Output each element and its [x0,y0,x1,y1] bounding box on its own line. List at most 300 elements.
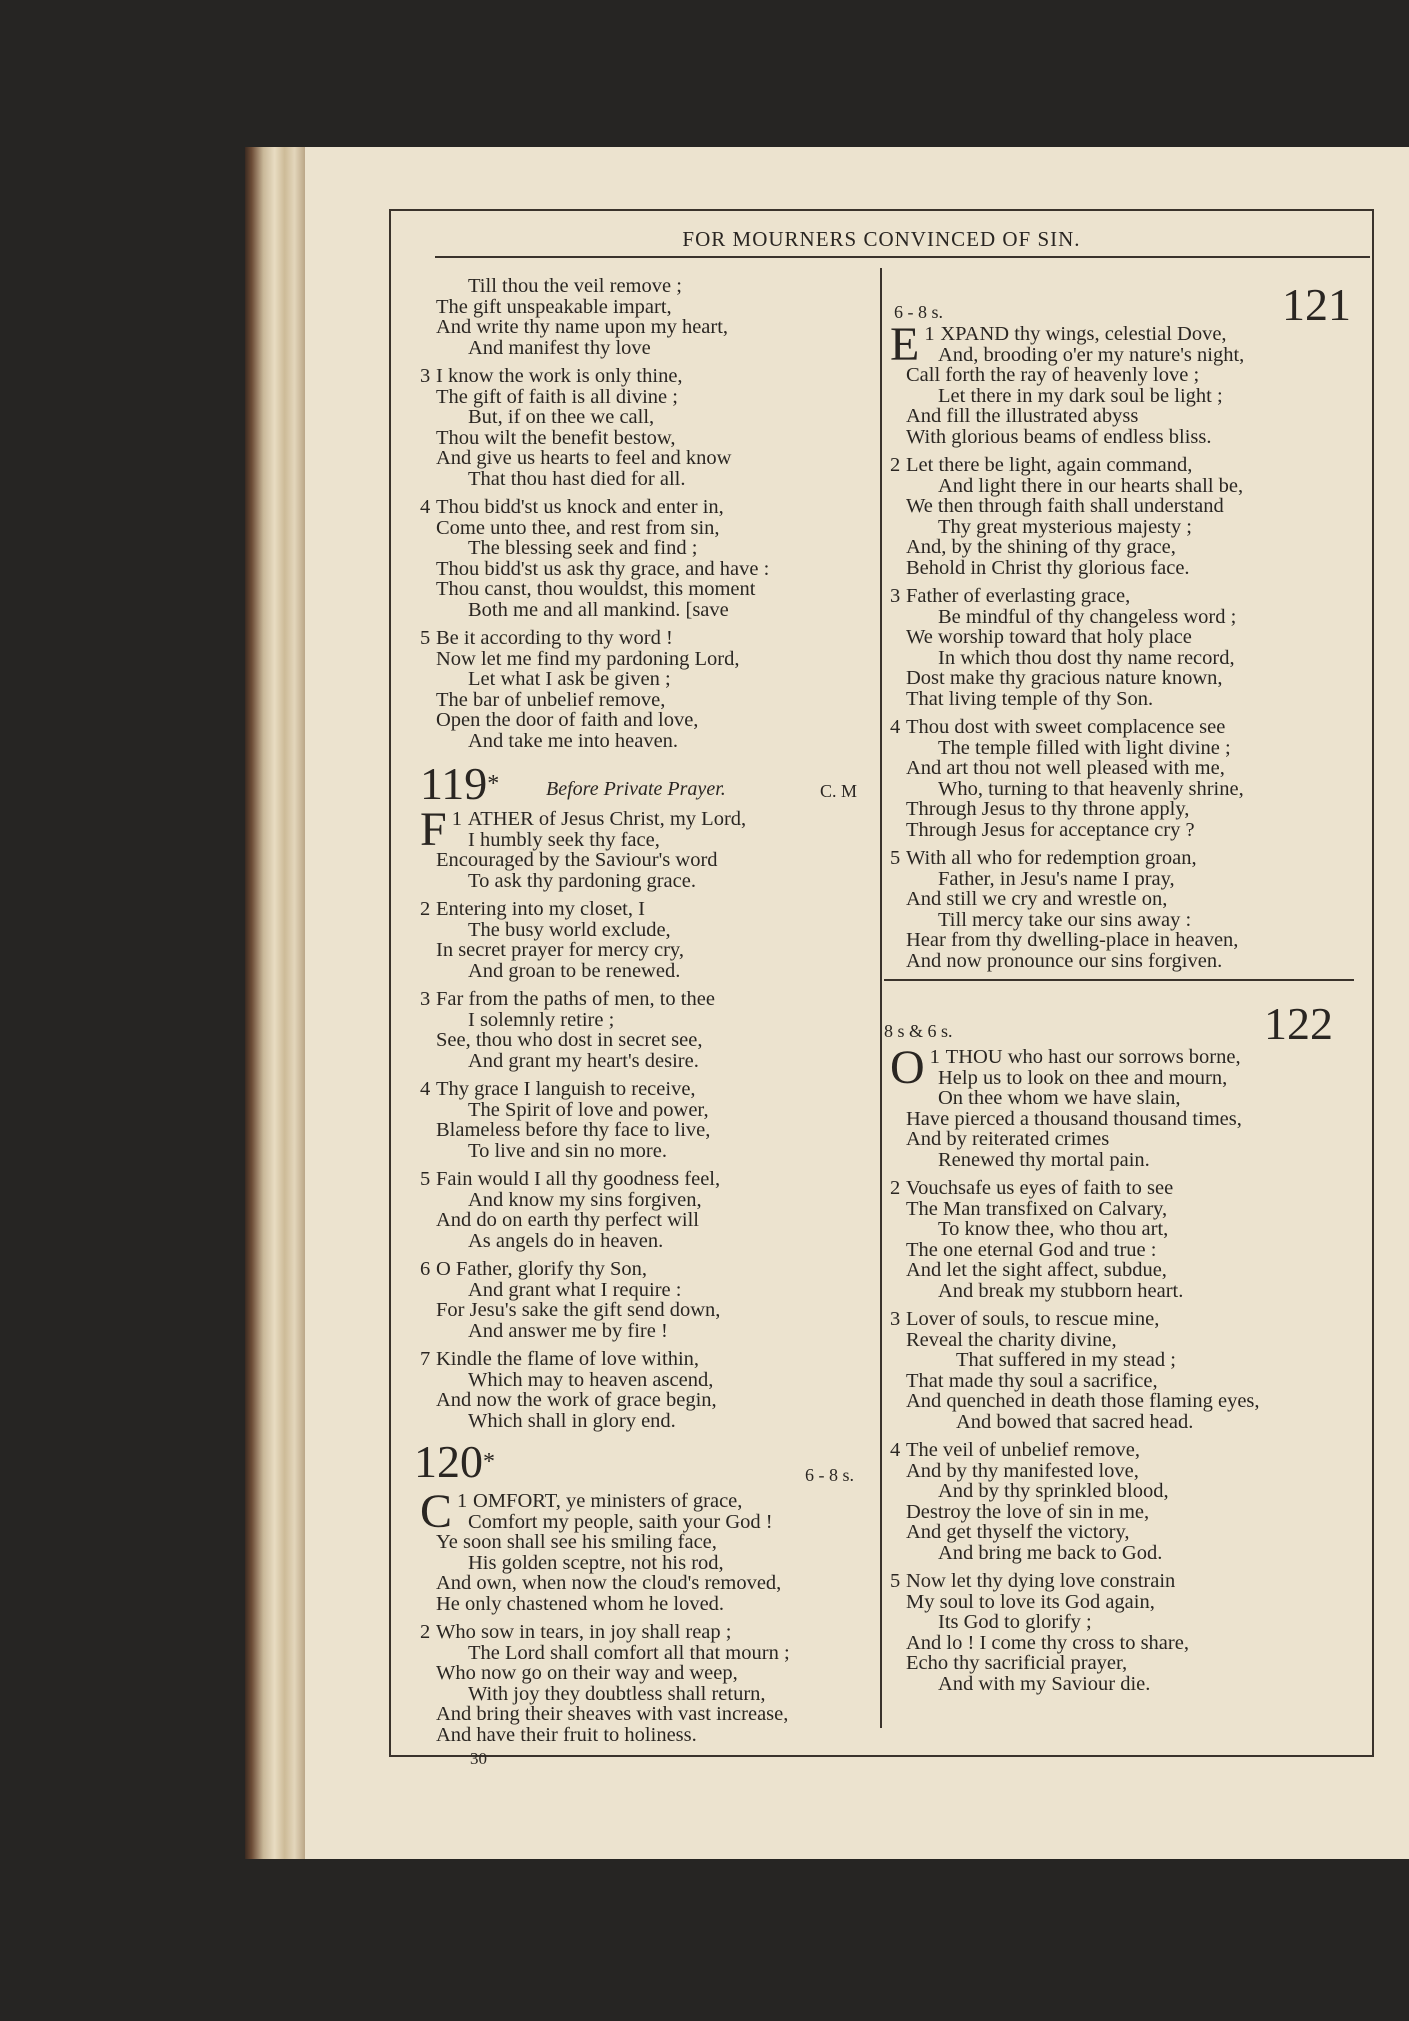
verse-line [890,1309,1360,1330]
verse-text: Both me and all mankind. [save [468,598,729,621]
verse-text: To live and sin no more. [468,1139,667,1162]
verse-line [890,455,1360,476]
verse-line [420,518,875,539]
hymn-121-verses [890,318,1360,972]
verse-line [890,1088,1360,1109]
verse-text: Kindle the flame of love within, [436,1348,700,1370]
verse-text: O Father, glorify thy Son, [436,1258,647,1280]
verse-line [890,1612,1360,1633]
verse-line [890,1502,1360,1523]
verse [420,628,875,751]
verse-text: We then through faith shall understand [906,495,1224,517]
verse-line [420,1280,875,1301]
verse-text: And get thyself the victory, [906,1521,1130,1543]
verse-number: 6 [420,1258,431,1280]
verse-line [420,989,875,1010]
verse-line [890,627,1360,648]
verse-line [420,1553,875,1574]
verse-text: Destroy the love of sin in me, [906,1500,1150,1523]
verse-text: The gift of faith is all divine ; [436,385,678,408]
verse [420,899,875,981]
verse-line [420,366,875,387]
verse-line [420,850,875,871]
verse-line [420,579,875,600]
verse-line [890,869,1360,890]
verse-line [890,648,1360,669]
verse-text: See, thou who dost in secret see, [436,1029,703,1051]
verse-line [890,1371,1360,1392]
verse-text: Encouraged by the Saviour's word [436,849,718,871]
verse-text: With glorious beams of endless bliss. [906,425,1212,448]
verse-text: The temple filled with light divine ; [938,736,1231,759]
hymn-120-header [414,1436,875,1491]
right-column [884,278,1360,1702]
verse-number: 1 [924,323,935,345]
verse [890,717,1360,840]
verse-text: ATHER of Jesus Christ, my Lord, [467,808,747,830]
verse-line [890,365,1360,386]
verse-text: And, brooding o'er my nature's night, [938,343,1245,366]
verse-line [420,1704,875,1725]
hymn-number: 121 [1282,279,1351,330]
verse-text: In which thou dost thy name record, [938,646,1235,669]
verse-line [890,738,1360,759]
verse-number: 3 [890,585,901,607]
verse-text: Through Jesus for acceptance cry ? [906,818,1195,841]
verse-line [420,538,875,559]
running-head: FOR MOURNERS CONVINCED OF SIN. [682,227,1081,251]
verse-line [420,628,875,649]
verse-text: Who sow in tears, in joy shall reap ; [436,1621,732,1643]
verse-line [890,1240,1360,1261]
verse-number: 4 [890,1439,901,1461]
verse-line [890,558,1360,579]
verse-line [890,586,1360,607]
verse [890,1440,1360,1563]
verse-line [890,537,1360,558]
verse-text: And groan to be renewed. [468,959,681,982]
verse-line [420,899,875,920]
verse-text: That living temple of thy Son. [906,687,1154,710]
verse-text: That made thy soul a sacrifice, [906,1369,1158,1392]
verse [890,455,1360,578]
verse-text: And know my sins forgiven, [468,1188,702,1211]
verse-text: And still we cry and wrestle on, [906,888,1168,910]
drop-cap: C [420,1485,453,1538]
verse-line [890,406,1360,427]
verse [420,1485,875,1615]
verse-line [420,1684,875,1705]
verse-text: And, by the shining of thy grace, [906,536,1176,558]
verse-line [420,1725,875,1746]
verse-text: The Man transfixed on Calvary, [906,1197,1168,1220]
verse-text: On thee whom we have slain, [938,1087,1181,1109]
verse-text: Now let me find my pardoning Lord, [436,647,740,670]
verse-line [420,669,875,690]
verse [890,1041,1360,1171]
verse-line [890,1178,1360,1199]
verse-text: And have their fruit to holiness. [436,1723,697,1746]
verse-line [420,940,875,961]
verse-line [420,920,875,941]
verse-number: 2 [420,898,431,920]
verse-text: Help us to look on thee and mourn, [938,1066,1228,1089]
verse-text: And art thou not well pleased with me, [906,757,1225,779]
verse-line [420,1079,875,1100]
verse-text: He only chastened whom he loved. [436,1592,725,1615]
verse-text: Hear from thy dwelling-place in heaven, [906,929,1239,951]
verse-text: And grant what I require : [468,1278,682,1301]
verse-text: Which may to heaven ascend, [468,1368,714,1391]
verse-text: To know thee, who thou art, [938,1218,1169,1240]
drop-cap: O [890,1041,925,1094]
verse-line [420,1663,875,1684]
verse-text: The bar of unbelief remove, [436,688,666,711]
verse-line [420,1512,875,1533]
verse-number: 1 [929,1046,940,1068]
verse-line [420,387,875,408]
verse-line [420,1594,875,1615]
verse-text: Let what I ask be given ; [468,668,671,690]
verse-line [420,1120,875,1141]
verse-text: And lo ! I come thy cross to share, [906,1631,1189,1654]
verse-text: Open the door of faith and love, [436,709,699,731]
verse-line [420,469,875,490]
verse-text: Reveal the charity divine, [906,1328,1117,1351]
hymn-separator [884,979,1354,981]
hymn-meter: 6 - 8 s. [805,1465,854,1485]
column-divider [880,268,882,1728]
verse-line [890,1129,1360,1150]
verse-text: THOU who hast our sorrows borne, [945,1046,1241,1068]
verse-line [890,1440,1360,1461]
verse-text: Come unto thee, and rest from sin, [436,516,720,539]
verse-text: Who now go on their way and weep, [436,1662,738,1684]
verse-line [890,1281,1360,1302]
verse-text: And own, when now the cloud's removed, [436,1572,782,1594]
header-rule [435,256,1370,258]
verse-text: And give us hearts to feel and know [436,447,732,469]
verse-line [890,1522,1360,1543]
verse-text: I solemnly retire ; [468,1008,615,1031]
verse-line [890,1674,1360,1695]
verse-line [420,1491,875,1512]
verse-line [420,1643,875,1664]
verse-line [890,1068,1360,1089]
verse-line [890,717,1360,738]
verse-text: In secret prayer for mercy cry, [436,939,684,961]
verse-text: Be mindful of thy changeless word ; [938,605,1237,628]
verse-text: To ask thy pardoning grace. [468,869,696,892]
verse-line [890,820,1360,841]
verse-line [890,1391,1360,1412]
verse-line [890,758,1360,779]
verse-line [890,1260,1360,1281]
hymn-122-header [884,998,1360,1049]
continuation-lines [420,276,875,358]
verse-line [420,1300,875,1321]
verse [420,803,875,892]
verse-text: That thou hast died for all. [468,467,686,490]
verse-line [890,1412,1360,1433]
verse-text: Entering into my closet, I [436,898,645,920]
verse-line [420,1532,875,1553]
verse-line [420,830,875,851]
continuation-verses [420,366,875,751]
verse-text: Father, in Jesu's name I pray, [938,867,1175,890]
verse [890,848,1360,971]
verse-text: Far from the paths of men, to thee [436,988,715,1010]
verse-number: 2 [890,454,901,476]
verse-number: 3 [420,988,431,1010]
verse-line [890,889,1360,910]
verse-text: Thou dost with sweet complacence see [906,716,1226,738]
verse-text: His golden sceptre, not his rod, [468,1551,724,1574]
verse-text: And take me into heaven. [468,729,679,752]
hymn-121-header [890,278,1360,330]
verse-text: I humbly seek thy face, [468,828,660,851]
drop-cap: F [420,803,447,856]
verse-text: And by thy manifested love, [906,1459,1139,1482]
verse-number: 5 [420,1168,431,1190]
verse-text: Thou canst, thou wouldst, this moment [436,578,756,600]
verse-text: The busy world exclude, [468,918,671,941]
verse-text: And answer me by fire ! [468,1319,668,1342]
verse-line [890,427,1360,448]
verse-line [890,668,1360,689]
verse-text: Thou bidd'st us knock and enter in, [436,496,724,518]
verse-text: And now the work of grace begin, [436,1389,717,1411]
left-column [414,275,875,1770]
verse-text: Be it according to thy word ! [436,627,673,649]
verse [890,1178,1360,1301]
verse-line [890,689,1360,710]
verse-text: Blameless before thy face to live, [436,1119,711,1141]
verse-line: And write thy name upon my heart, [436,316,729,338]
hymn-number: 120* [414,1436,495,1487]
verse [420,366,875,489]
verse-number: 4 [420,1078,431,1100]
verse-text: OMFORT, ye ministers of grace, [473,1490,743,1512]
verse-text: The one eternal God and true : [906,1238,1157,1261]
verse-text: Fain would I all thy goodness feel, [436,1168,721,1190]
verse-line [420,731,875,752]
verse-text: For Jesu's sake the gift send down, [436,1299,721,1321]
verse-text: Vouchsafe us eyes of faith to see [906,1177,1174,1199]
verse-number: 3 [890,1308,901,1330]
page-number: 30 [470,1749,487,1768]
verse-number: 1 [451,808,462,830]
verse-text: Ye soon shall see his smiling face, [436,1531,717,1553]
verse-text: And do on earth thy perfect will [436,1209,700,1231]
verse-line [890,910,1360,931]
verse-line [420,1411,875,1432]
verse-text: But, if on thee we call, [468,406,655,428]
verse-line [420,1573,875,1594]
verse-line [420,448,875,469]
hymn-title: Before Private Prayer. [546,778,726,800]
verse-line [420,1622,875,1643]
verse-text: That suffered in my stead ; [956,1349,1176,1371]
verse-line [890,1461,1360,1482]
verse-text: The blessing seek and find ; [468,537,698,559]
verse-text: Thou wilt the benefit bestow, [436,426,676,449]
verse-line [890,1330,1360,1351]
verse-text: Who, turning to that heavenly shrine, [938,777,1244,800]
verse-line [420,1210,875,1231]
verse-text: Thy great mysterious majesty ; [938,515,1192,538]
verse [420,1079,875,1161]
verse-text: Through Jesus to thy throne apply, [906,798,1190,820]
verse-line [890,1150,1360,1171]
verse-line [420,961,875,982]
verse-line [420,407,875,428]
verse-text: Its God to glorify ; [938,1611,1092,1633]
hymn-meter: 8 s & 6 s. [884,1021,953,1041]
verse-text: Behold in Christ thy glorious face. [906,556,1190,579]
verse-line [420,871,875,892]
verse-line [420,428,875,449]
verse-text: Till mercy take our sins away : [938,908,1192,931]
verse-text: Have pierced a thousand thousand times, [906,1107,1242,1130]
verse-line [420,1390,875,1411]
verse-line: Till thou the veil remove ; [468,275,682,297]
verse-text: And grant my heart's desire. [468,1049,699,1072]
verse-text: Father of everlasting grace, [906,585,1131,607]
verse-number: 4 [890,716,901,738]
verse-text: And bring me back to God. [938,1541,1163,1564]
verse-number: 5 [420,627,431,649]
verse-line [890,1543,1360,1564]
verse-line [420,1259,875,1280]
verse-line [890,607,1360,628]
verse-line [420,1370,875,1391]
verse-line [420,1321,875,1342]
verse-text: The Spirit of love and power, [468,1098,709,1121]
verse-line [420,1190,875,1211]
verse [420,989,875,1071]
verse-text: And bring their sheaves with vast increase, [436,1703,789,1725]
verse-text: Renewed thy mortal pain. [938,1148,1150,1171]
verse-text: As angels do in heaven. [468,1229,664,1252]
verse-line [890,476,1360,497]
hymn-number: 122 [1264,998,1333,1049]
verse-line [420,1231,875,1252]
hymn-number: 119* [420,758,500,809]
verse-line [890,1653,1360,1674]
verse-number: 5 [890,1570,901,1592]
verse-line [890,1633,1360,1654]
verse-text: The veil of unbelief remove, [906,1439,1140,1461]
verse-text: And bowed that sacred head. [956,1410,1194,1433]
verse-line [420,1010,875,1031]
verse [420,1622,875,1745]
verse-text: The Lord shall comfort all that mourn ; [468,1641,790,1664]
verse-line [420,1100,875,1121]
hymn-122-verses [890,1041,1360,1695]
verse [420,1259,875,1341]
verse-line [890,779,1360,800]
verse-line [890,1592,1360,1613]
verse [890,586,1360,709]
verse-line [890,345,1360,366]
verse-text: With joy they doubtless shall return, [468,1682,766,1705]
drop-cap: E [890,318,920,371]
verse-text: And break my stubborn heart. [938,1279,1184,1302]
verse [890,1571,1360,1694]
verse-line [890,496,1360,517]
verse-text: And by reiterated crimes [906,1128,1110,1150]
verse [890,1309,1360,1432]
verse-line: The gift unspeakable impart, [436,295,672,318]
verse-text: Let there be light, again command, [906,454,1193,476]
verse-text: And quenched in death those flaming eyes, [906,1390,1260,1412]
verse-line [420,497,875,518]
hymn-meter: 6 - 8 s. [894,302,943,322]
hymn-119-header [420,759,875,809]
verse-line: And manifest thy love [468,336,651,359]
verse-text: Echo thy sacrificial prayer, [906,1652,1128,1674]
verse [420,1349,875,1431]
verse-line [890,1350,1360,1371]
verse-line [890,1481,1360,1502]
verse-text: XPAND thy wings, celestial Dove, [940,323,1227,345]
verse-text: Thy grace I languish to receive, [436,1078,696,1100]
verse-text: And fill the illustrated abyss [906,405,1139,427]
verse-line [420,690,875,711]
verse-line [420,1141,875,1162]
verse [420,497,875,620]
verse-number: 2 [420,1621,431,1643]
verse-line [890,1109,1360,1130]
verse-text: Dost make thy gracious nature known, [906,667,1223,689]
verse-text: With all who for redemption groan, [906,847,1197,869]
verse-line [420,1169,875,1190]
verse-line [890,1219,1360,1240]
verse-text: Lover of souls, to rescue mine, [906,1308,1160,1330]
verse-text: We worship toward that holy place [906,626,1192,648]
verse-line [420,1030,875,1051]
verse-number: 7 [420,1348,431,1370]
verse-line [420,649,875,670]
verse-line [890,386,1360,407]
verse-line [890,930,1360,951]
verse-line [890,951,1360,972]
verse-number: 4 [420,496,431,518]
verse-line [890,848,1360,869]
verse-number: 5 [890,847,901,869]
verse-text: My soul to love its God again, [906,1590,1155,1613]
hymn-meter: C. M [820,781,858,801]
hymn-120-verses [420,1485,875,1746]
verse-text: And light there in our hearts shall be, [938,474,1244,497]
verse-line [420,559,875,580]
page-edges [245,147,311,1859]
verse-line [890,799,1360,820]
verse-text: And let the sight affect, subdue, [906,1259,1167,1281]
verse-number: 3 [420,365,431,387]
verse-number: 2 [890,1177,901,1199]
verse-text: And by thy sprinkled blood, [938,1480,1169,1502]
verse-text: Which shall in glory end. [468,1409,676,1432]
verse-line [890,517,1360,538]
verse-line [420,809,875,830]
verse-text: And with my Saviour die. [938,1672,1151,1695]
hymn-119-verses [420,803,875,1432]
verse-line [890,1571,1360,1592]
verse-text: Let there in my dark soul be light ; [938,384,1223,407]
verse-number: 1 [457,1490,468,1512]
